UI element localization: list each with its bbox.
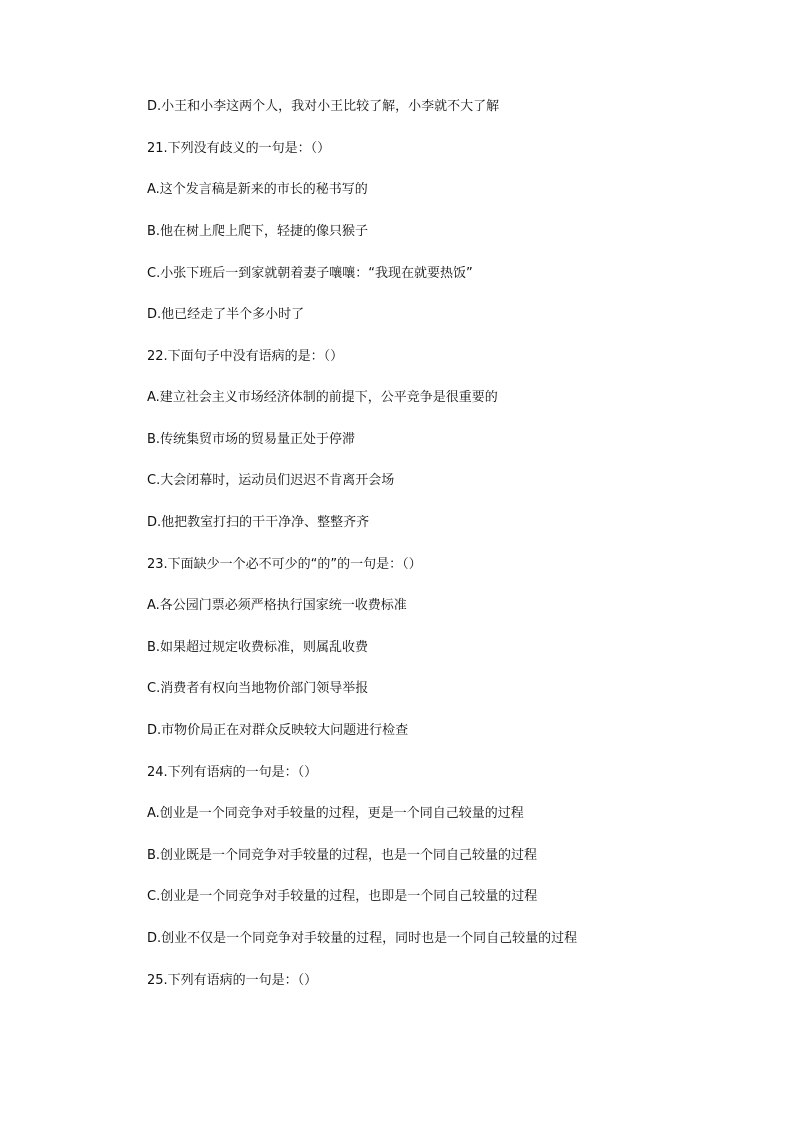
option-24-a: A.创业是一个同竞争对手较量的过程，更是一个同自己较量的过程 [147,806,524,821]
option-24-b: B.创业既是一个同竞争对手较量的过程，也是一个同自己较量的过程 [147,848,538,863]
option-23-a: A.各公园门票必须严格执行国家统一收费标准 [147,598,407,613]
option-20-d: D.小王和小李这两个人，我对小王比较了解，小李就不大了解 [147,99,500,114]
question-23: 23.下面缺少一个必不可少的“的”的一句是：（） [147,557,422,572]
option-21-a: A.这个发言稿是新来的市长的秘书写的 [147,182,368,197]
option-24-c: C.创业是一个同竞争对手较量的过程，也即是一个同自己较量的过程 [147,889,538,904]
option-23-c: C.消费者有权向当地物价部门领导举报 [147,681,369,696]
option-22-c: C.大会闭幕时，运动员们迟迟不肯离开会场 [147,473,395,488]
option-23-d: D.市物价局正在对群众反映较大问题进行检查 [147,723,409,738]
option-24-d: D.创业不仅是一个同竞争对手较量的过程，同时也是一个同自己较量的过程 [147,931,578,946]
question-21: 21.下列没有歧义的一句是：（） [147,141,331,156]
option-21-b: B.他在树上爬上爬下，轻捷的像只猴子 [147,224,369,239]
option-22-d: D.他把教室打扫的干干净净、整整齐齐 [147,515,370,530]
option-21-d: D.他已经走了半个多小时了 [147,307,305,322]
option-23-b: B.如果超过规定收费标准，则属乱收费 [147,640,369,655]
option-21-c: C.小张下班后一到家就朝着妻子嚷嚷：“我现在就要热饭” [147,266,473,281]
question-24: 24.下列有语病的一句是：（） [147,765,318,780]
option-22-b: B.传统集贸市场的贸易量正处于停滞 [147,432,356,447]
option-22-a: A.建立社会主义市场经济体制的前提下，公平竞争是很重要的 [147,390,498,405]
question-25: 25.下列有语病的一句是：（） [147,973,318,988]
question-22: 22.下面句子中没有语病的是：（） [147,349,344,364]
